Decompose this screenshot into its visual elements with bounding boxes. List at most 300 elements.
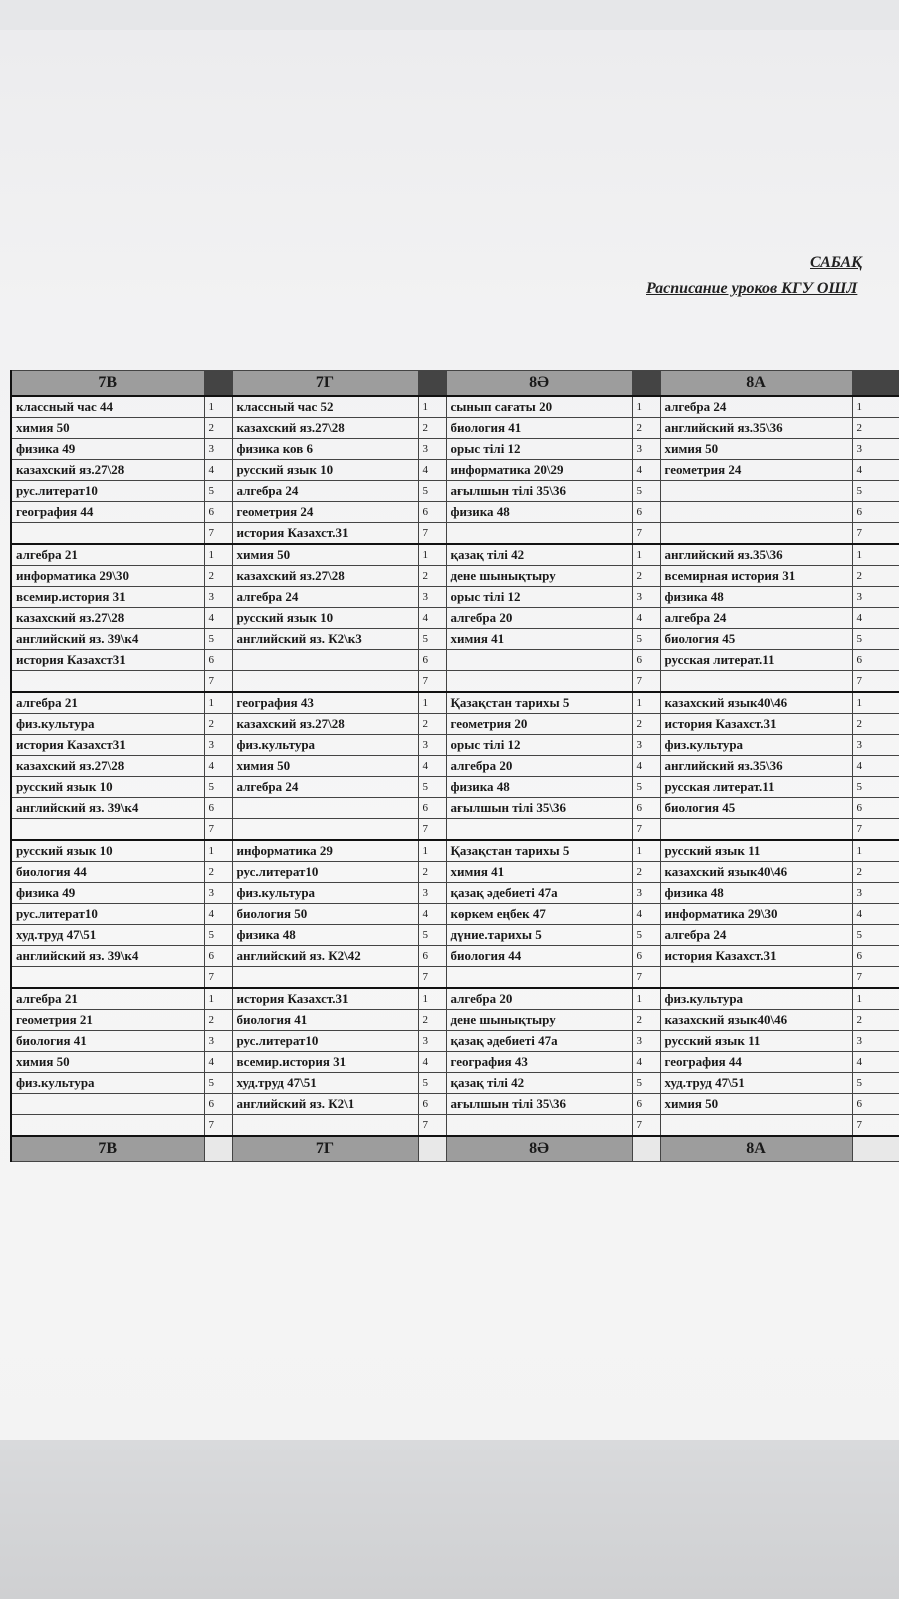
lesson-number: 4: [204, 756, 232, 777]
subject-cell: алгебра 21: [11, 988, 204, 1010]
subject-cell: [11, 967, 204, 989]
subject-cell: физ.культура: [232, 735, 418, 756]
lesson-number: 3: [418, 439, 446, 460]
subject-cell: физ.культура: [660, 988, 852, 1010]
subject-cell: русский язык 10: [11, 840, 204, 862]
lesson-number: 3: [632, 587, 660, 608]
subject-cell: геометрия 21: [11, 1010, 204, 1031]
subject-cell: физика 49: [11, 883, 204, 904]
subject-cell: худ.труд 47\51: [660, 1073, 852, 1094]
document-subtitle: Расписание уроков КГУ ОШЛ: [646, 280, 858, 297]
lesson-number: 4: [204, 460, 232, 481]
subject-cell: ағылшын тілі 35\36: [446, 798, 632, 819]
lesson-number: 5: [204, 481, 232, 502]
lesson-number: 6: [852, 798, 899, 819]
lesson-number: 5: [852, 777, 899, 798]
lesson-number: 7: [632, 523, 660, 545]
lesson-number: 1: [418, 396, 446, 418]
header-gap: [204, 371, 232, 397]
lesson-number: 6: [852, 502, 899, 523]
subject-cell: всемир.история 31: [11, 587, 204, 608]
class-footer: 7Г: [232, 1136, 418, 1162]
lesson-number: 3: [852, 735, 899, 756]
lesson-number: 3: [632, 735, 660, 756]
lesson-number: 1: [204, 988, 232, 1010]
subject-cell: [446, 1115, 632, 1137]
class-footer-row: [11, 1136, 899, 1162]
background-surface: [0, 1440, 899, 1599]
subject-cell: [232, 798, 418, 819]
subject-cell: [11, 523, 204, 545]
subject-cell: казахский яз.27\28: [232, 418, 418, 439]
lesson-number: 6: [852, 1094, 899, 1115]
subject-cell: английский яз. К2\42: [232, 946, 418, 967]
lesson-number: 2: [418, 862, 446, 883]
lesson-number: 1: [418, 544, 446, 566]
lesson-row: [11, 1031, 899, 1052]
lesson-row: [11, 396, 899, 418]
lesson-number: 1: [632, 988, 660, 1010]
subject-cell: казахский яз.27\28: [11, 608, 204, 629]
subject-cell: [11, 1115, 204, 1137]
lesson-row: [11, 988, 899, 1010]
subject-cell: биология 50: [232, 904, 418, 925]
subject-cell: физика 49: [11, 439, 204, 460]
subject-cell: көркем еңбек 47: [446, 904, 632, 925]
lesson-row: [11, 798, 899, 819]
lesson-number: 1: [418, 988, 446, 1010]
subject-cell: дене шынықтыру: [446, 1010, 632, 1031]
lesson-row: [11, 650, 899, 671]
subject-cell: история Казахст.31: [232, 523, 418, 545]
subject-cell: қазақ тілі 42: [446, 544, 632, 566]
lesson-number: 4: [204, 608, 232, 629]
lesson-row: [11, 439, 899, 460]
subject-cell: английский яз.35\36: [660, 418, 852, 439]
lesson-number: 4: [852, 904, 899, 925]
lesson-number: 5: [852, 925, 899, 946]
lesson-number: 7: [632, 671, 660, 693]
subject-cell: физика 48: [446, 777, 632, 798]
lesson-row: [11, 1010, 899, 1031]
lesson-number: 4: [852, 756, 899, 777]
lesson-number: 3: [204, 883, 232, 904]
lesson-number: 1: [852, 988, 899, 1010]
lesson-number: 2: [418, 714, 446, 735]
subject-cell: русский язык 11: [660, 1031, 852, 1052]
lesson-number: 7: [852, 1115, 899, 1137]
lesson-number: 5: [632, 1073, 660, 1094]
lesson-number: 7: [852, 967, 899, 989]
lesson-number: 1: [418, 692, 446, 714]
subject-cell: геометрия 20: [446, 714, 632, 735]
lesson-number: 2: [632, 862, 660, 883]
subject-cell: казахский язык40\46: [660, 862, 852, 883]
lesson-number: 6: [204, 1094, 232, 1115]
subject-cell: химия 50: [11, 418, 204, 439]
lesson-number: 6: [418, 946, 446, 967]
lesson-row: [11, 1094, 899, 1115]
subject-cell: всемир.история 31: [232, 1052, 418, 1073]
lesson-number: 7: [852, 523, 899, 545]
lesson-number: 4: [852, 460, 899, 481]
lesson-number: 7: [418, 523, 446, 545]
subject-cell: [232, 671, 418, 693]
document-title: САБАҚ: [810, 254, 862, 271]
lesson-row: [11, 925, 899, 946]
footer-gap: [418, 1136, 446, 1162]
subject-cell: [660, 671, 852, 693]
subject-cell: английский яз. 39\к4: [11, 798, 204, 819]
subject-cell: орыс тілі 12: [446, 735, 632, 756]
lesson-number: 2: [632, 566, 660, 587]
lesson-number: 7: [204, 523, 232, 545]
header-gap: [852, 371, 899, 397]
subject-cell: худ.труд 47\51: [11, 925, 204, 946]
subject-cell: алгебра 21: [11, 692, 204, 714]
subject-cell: английский яз.35\36: [660, 544, 852, 566]
subject-cell: английский яз. К2\к3: [232, 629, 418, 650]
class-header: 8А: [660, 371, 852, 397]
subject-cell: информатика 20\29: [446, 460, 632, 481]
lesson-number: 3: [204, 1031, 232, 1052]
lesson-number: 7: [204, 967, 232, 989]
lesson-row: [11, 714, 899, 735]
lesson-number: 4: [852, 608, 899, 629]
subject-cell: қазақ әдебиеті 47а: [446, 1031, 632, 1052]
lesson-number: 4: [204, 904, 232, 925]
lesson-number: 6: [204, 650, 232, 671]
subject-cell: информатика 29: [232, 840, 418, 862]
footer-gap: [852, 1136, 899, 1162]
lesson-number: 5: [632, 777, 660, 798]
paper-sheet: [0, 30, 899, 1450]
lesson-number: 3: [204, 735, 232, 756]
lesson-number: 3: [204, 587, 232, 608]
lesson-number: 5: [418, 925, 446, 946]
lesson-row: [11, 481, 899, 502]
subject-cell: [660, 819, 852, 841]
subject-cell: алгебра 20: [446, 988, 632, 1010]
subject-cell: алгебра 20: [446, 756, 632, 777]
subject-cell: казахский яз.27\28: [11, 756, 204, 777]
subject-cell: [446, 819, 632, 841]
lesson-number: 1: [204, 840, 232, 862]
subject-cell: история Казахст31: [11, 650, 204, 671]
subject-cell: казахский язык40\46: [660, 1010, 852, 1031]
class-header-row: [11, 371, 899, 397]
subject-cell: география 43: [446, 1052, 632, 1073]
lesson-number: 2: [632, 418, 660, 439]
lesson-number: 5: [418, 629, 446, 650]
lesson-row: [11, 1073, 899, 1094]
lesson-row: [11, 523, 899, 545]
subject-cell: география 44: [11, 502, 204, 523]
lesson-row: [11, 967, 899, 989]
subject-cell: физ.культура: [232, 883, 418, 904]
subject-cell: Қазақстан тарихы 5: [446, 692, 632, 714]
lesson-number: 4: [632, 904, 660, 925]
subject-cell: рус.литерат10: [11, 904, 204, 925]
subject-cell: химия 50: [660, 1094, 852, 1115]
lesson-number: 1: [852, 692, 899, 714]
lesson-number: 7: [852, 819, 899, 841]
lesson-number: 1: [632, 544, 660, 566]
lesson-number: 2: [204, 714, 232, 735]
lesson-row: [11, 883, 899, 904]
subject-cell: физика 48: [446, 502, 632, 523]
subject-cell: химия 50: [11, 1052, 204, 1073]
subject-cell: английский яз.35\36: [660, 756, 852, 777]
subject-cell: [660, 523, 852, 545]
class-header: 8Ә: [446, 371, 632, 397]
lesson-number: 6: [418, 502, 446, 523]
subject-cell: русский язык 11: [660, 840, 852, 862]
subject-cell: [446, 967, 632, 989]
subject-cell: [232, 650, 418, 671]
subject-cell: [232, 1115, 418, 1137]
subject-cell: алгебра 24: [232, 777, 418, 798]
subject-cell: қазақ тілі 42: [446, 1073, 632, 1094]
subject-cell: [11, 819, 204, 841]
subject-cell: [232, 819, 418, 841]
lesson-number: 2: [852, 714, 899, 735]
lesson-number: 5: [852, 629, 899, 650]
lesson-number: 6: [204, 502, 232, 523]
subject-cell: классный час 44: [11, 396, 204, 418]
lesson-number: 4: [418, 460, 446, 481]
lesson-number: 6: [632, 650, 660, 671]
subject-cell: алгебра 24: [660, 608, 852, 629]
subject-cell: рус.литерат10: [232, 1031, 418, 1052]
footer-gap: [204, 1136, 232, 1162]
lesson-number: 5: [632, 629, 660, 650]
subject-cell: алгебра 24: [232, 587, 418, 608]
lesson-number: 7: [204, 1115, 232, 1137]
lesson-number: 1: [852, 396, 899, 418]
footer-gap: [632, 1136, 660, 1162]
subject-cell: информатика 29\30: [660, 904, 852, 925]
subject-cell: Қазақстан тарихы 5: [446, 840, 632, 862]
lesson-number: 3: [418, 587, 446, 608]
class-footer: 7В: [11, 1136, 204, 1162]
subject-cell: русский язык 10: [11, 777, 204, 798]
lesson-row: [11, 629, 899, 650]
subject-cell: биология 41: [446, 418, 632, 439]
subject-cell: ағылшын тілі 35\36: [446, 481, 632, 502]
subject-cell: [11, 1094, 204, 1115]
subject-cell: физика ков 6: [232, 439, 418, 460]
lesson-number: 2: [632, 714, 660, 735]
subject-cell: биология 41: [11, 1031, 204, 1052]
subject-cell: казахский яз.27\28: [232, 714, 418, 735]
lesson-number: 5: [418, 1073, 446, 1094]
lesson-number: 3: [852, 1031, 899, 1052]
class-header: 7В: [11, 371, 204, 397]
lesson-number: 2: [204, 566, 232, 587]
lesson-number: 2: [632, 1010, 660, 1031]
lesson-row: [11, 904, 899, 925]
lesson-number: 5: [204, 1073, 232, 1094]
subject-cell: физика 48: [660, 587, 852, 608]
bleed-through-text: [20, 260, 25, 281]
lesson-number: 7: [632, 1115, 660, 1137]
lesson-number: 3: [632, 883, 660, 904]
lesson-number: 2: [418, 566, 446, 587]
lesson-row: [11, 418, 899, 439]
lesson-number: 3: [632, 1031, 660, 1052]
subject-cell: история Казахст31: [11, 735, 204, 756]
lesson-number: 6: [418, 650, 446, 671]
lesson-number: 5: [852, 481, 899, 502]
lesson-number: 7: [418, 819, 446, 841]
lesson-number: 6: [204, 798, 232, 819]
lesson-number: 7: [852, 671, 899, 693]
lesson-number: 7: [418, 1115, 446, 1137]
lesson-row: [11, 819, 899, 841]
subject-cell: география 43: [232, 692, 418, 714]
lesson-row: [11, 735, 899, 756]
lesson-number: 6: [418, 1094, 446, 1115]
subject-cell: английский яз. 39\к4: [11, 629, 204, 650]
subject-cell: физика 48: [232, 925, 418, 946]
lesson-number: 7: [632, 819, 660, 841]
subject-cell: география 44: [660, 1052, 852, 1073]
lesson-number: 4: [632, 460, 660, 481]
subject-cell: дүние.тарихы 5: [446, 925, 632, 946]
lesson-row: [11, 777, 899, 798]
subject-cell: информатика 29\30: [11, 566, 204, 587]
subject-cell: казахский яз.27\28: [232, 566, 418, 587]
subject-cell: русская литерат.11: [660, 777, 852, 798]
lesson-row: [11, 840, 899, 862]
subject-cell: казахский язык40\46: [660, 692, 852, 714]
lesson-row: [11, 671, 899, 693]
lesson-number: 1: [852, 544, 899, 566]
lesson-row: [11, 756, 899, 777]
lesson-number: 3: [852, 439, 899, 460]
subject-cell: [660, 1115, 852, 1137]
lesson-number: 2: [852, 418, 899, 439]
lesson-number: 4: [418, 904, 446, 925]
lesson-number: 1: [204, 692, 232, 714]
subject-cell: [660, 967, 852, 989]
subject-cell: дене шынықтыру: [446, 566, 632, 587]
subject-cell: ағылшын тілі 35\36: [446, 1094, 632, 1115]
lesson-number: 6: [852, 946, 899, 967]
lesson-number: 6: [632, 502, 660, 523]
lesson-number: 6: [632, 1094, 660, 1115]
subject-cell: химия 41: [446, 862, 632, 883]
lesson-number: 5: [632, 925, 660, 946]
subject-cell: биология 44: [11, 862, 204, 883]
subject-cell: геометрия 24: [660, 460, 852, 481]
subject-cell: английский яз. К2\1: [232, 1094, 418, 1115]
lesson-row: [11, 544, 899, 566]
subject-cell: рус.литерат10: [232, 862, 418, 883]
lesson-row: [11, 862, 899, 883]
subject-cell: русский язык 10: [232, 460, 418, 481]
lesson-number: 7: [204, 819, 232, 841]
lesson-row: [11, 587, 899, 608]
subject-cell: [11, 671, 204, 693]
lesson-number: 4: [632, 756, 660, 777]
subject-cell: [660, 502, 852, 523]
lesson-number: 6: [852, 650, 899, 671]
subject-cell: алгебра 24: [232, 481, 418, 502]
subject-cell: химия 50: [232, 544, 418, 566]
lesson-number: 5: [204, 629, 232, 650]
subject-cell: история Казахст.31: [232, 988, 418, 1010]
lesson-number: 2: [418, 418, 446, 439]
lesson-number: 6: [204, 946, 232, 967]
lesson-number: 6: [418, 798, 446, 819]
lesson-number: 3: [418, 735, 446, 756]
subject-cell: сынып сағаты 20: [446, 396, 632, 418]
subject-cell: классный час 52: [232, 396, 418, 418]
subject-cell: алгебра 21: [11, 544, 204, 566]
subject-cell: биология 45: [660, 798, 852, 819]
subject-cell: химия 50: [660, 439, 852, 460]
lesson-number: 3: [204, 439, 232, 460]
lesson-number: 5: [418, 777, 446, 798]
lesson-number: 5: [204, 925, 232, 946]
subject-cell: казахский яз.27\28: [11, 460, 204, 481]
subject-cell: всемирная история 31: [660, 566, 852, 587]
subject-cell: [446, 671, 632, 693]
lesson-number: 4: [418, 756, 446, 777]
subject-cell: [446, 523, 632, 545]
lesson-number: 4: [204, 1052, 232, 1073]
lesson-row: [11, 502, 899, 523]
lesson-number: 1: [204, 544, 232, 566]
lesson-number: 1: [632, 396, 660, 418]
subject-cell: биология 41: [232, 1010, 418, 1031]
subject-cell: [660, 481, 852, 502]
class-footer: 8Ә: [446, 1136, 632, 1162]
lesson-row: [11, 1115, 899, 1137]
subject-cell: орыс тілі 12: [446, 439, 632, 460]
lesson-row: [11, 692, 899, 714]
lesson-number: 3: [852, 883, 899, 904]
subject-cell: история Казахст.31: [660, 946, 852, 967]
subject-cell: алгебра 20: [446, 608, 632, 629]
lesson-number: 4: [632, 608, 660, 629]
lesson-number: 1: [852, 840, 899, 862]
subject-cell: физ.культура: [11, 714, 204, 735]
subject-cell: физ.культура: [660, 735, 852, 756]
lesson-number: 4: [852, 1052, 899, 1073]
subject-cell: [446, 650, 632, 671]
lesson-number: 5: [204, 777, 232, 798]
lesson-number: 7: [418, 967, 446, 989]
subject-cell: химия 50: [232, 756, 418, 777]
subject-cell: алгебра 24: [660, 925, 852, 946]
subject-cell: қазақ әдебиеті 47а: [446, 883, 632, 904]
lesson-number: 6: [632, 798, 660, 819]
class-header: 7Г: [232, 371, 418, 397]
lesson-number: 2: [852, 566, 899, 587]
subject-cell: история Казахст.31: [660, 714, 852, 735]
lesson-number: 2: [852, 862, 899, 883]
subject-cell: биология 44: [446, 946, 632, 967]
header-gap: [418, 371, 446, 397]
lesson-number: 1: [204, 396, 232, 418]
subject-cell: биология 45: [660, 629, 852, 650]
subject-cell: худ.труд 47\51: [232, 1073, 418, 1094]
lesson-number: 5: [852, 1073, 899, 1094]
subject-cell: физ.культура: [11, 1073, 204, 1094]
